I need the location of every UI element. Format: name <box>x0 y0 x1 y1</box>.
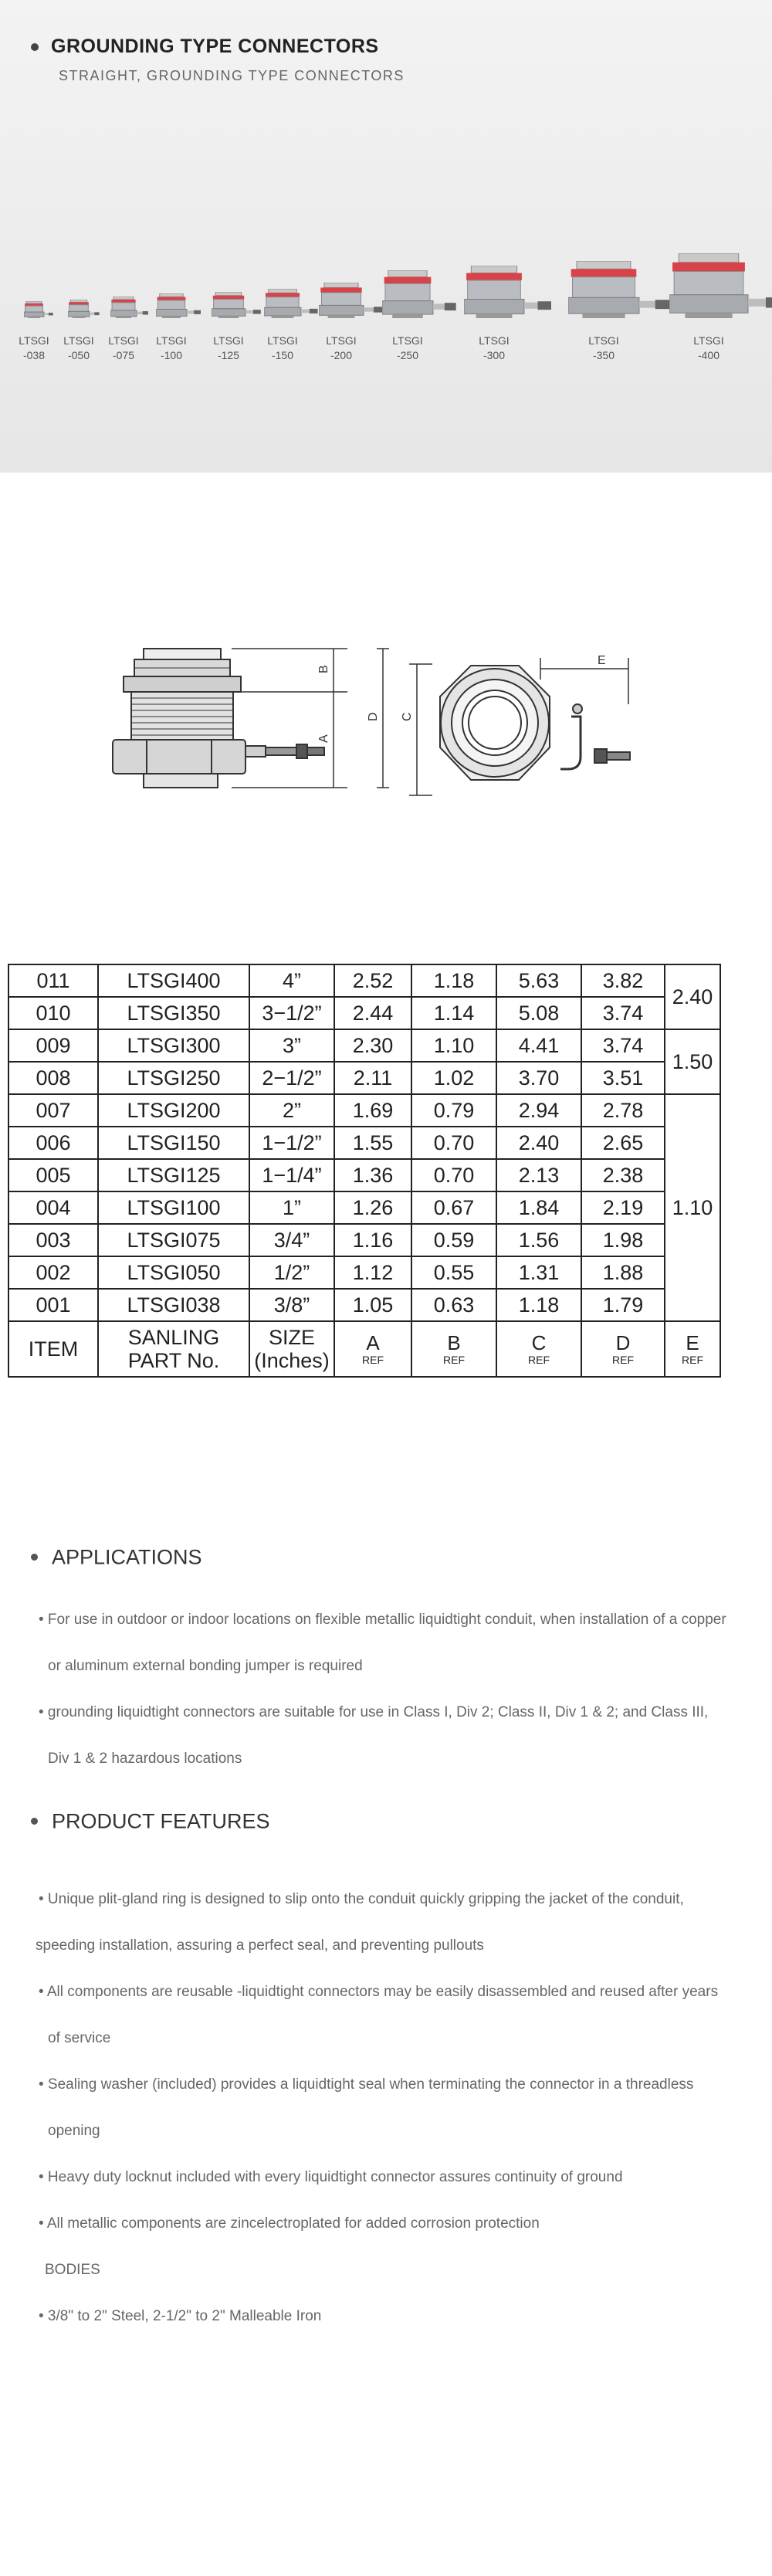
product-image <box>24 301 53 318</box>
product-label <box>674 334 743 363</box>
product-image <box>264 289 318 318</box>
applications-heading <box>31 1544 202 1569</box>
cell-size: 1” <box>249 1191 334 1224</box>
cell-d: 3.82 <box>581 964 665 997</box>
product-label-line2: -200 <box>330 349 353 361</box>
product-label-line2: -038 <box>22 349 46 361</box>
cell-item: 010 <box>8 997 98 1029</box>
cell-size: 2−1/2” <box>249 1062 334 1094</box>
cell-part: LTSGI250 <box>98 1062 249 1094</box>
features-line: speeding installation, assuring a perfect seal, and preventing pullouts <box>36 1937 484 1954</box>
cell-d: 2.38 <box>581 1159 665 1191</box>
cell-b: 1.18 <box>411 964 496 997</box>
header-item <box>8 1321 98 1377</box>
cell-b: 0.59 <box>411 1224 496 1256</box>
cell-c: 1.18 <box>496 1289 581 1321</box>
product-image <box>156 293 201 318</box>
product-image <box>212 292 261 318</box>
cell-c: 4.41 <box>496 1029 581 1062</box>
table-row <box>8 1127 720 1159</box>
product-label-line2: -400 <box>697 349 720 361</box>
bullet-dot-icon <box>31 1554 38 1561</box>
header-e <box>665 1321 720 1377</box>
cell-item: 003 <box>8 1224 98 1256</box>
product-label-line1: LTSGI <box>479 334 510 347</box>
product-image <box>669 253 772 318</box>
hero-title: GROUNDING TYPE CONNECTORS <box>51 36 379 57</box>
cell-a: 1.69 <box>334 1094 411 1127</box>
product-label-line1: LTSGI <box>213 334 244 347</box>
features-heading-text: PRODUCT FEATURES <box>52 1809 270 1833</box>
cell-b: 0.63 <box>411 1289 496 1321</box>
product-label-line1: LTSGI <box>588 334 619 347</box>
cell-c: 1.56 <box>496 1224 581 1256</box>
front-view-drawing <box>440 666 630 780</box>
cell-item: 009 <box>8 1029 98 1062</box>
features-line: • All metallic components are zincelectroplated for added corrosion protection <box>39 2215 540 2232</box>
product-label-line1: LTSGI <box>108 334 139 347</box>
header-part-line2: PART No. <box>127 1349 220 1372</box>
product-image <box>464 266 551 318</box>
features-line: • 3/8" to 2" Steel, 2-1/2" to 2" Malleable Iron <box>39 2308 322 2324</box>
product-label-line2: -300 <box>482 349 506 361</box>
cell-d: 2.19 <box>581 1191 665 1224</box>
table-row <box>8 997 720 1029</box>
product-image <box>319 283 384 318</box>
cell-part: LTSGI400 <box>98 964 249 997</box>
cell-a: 1.55 <box>334 1127 411 1159</box>
header-e-ref: REF <box>682 1354 703 1366</box>
product-label-line2: -075 <box>112 349 135 361</box>
cell-item: 011 <box>8 964 98 997</box>
applications-line: • For use in outdoor or indoor locations on flexible metallic liquidtight conduit, when installation of a copper <box>39 1612 726 1628</box>
cell-part: LTSGI200 <box>98 1094 249 1127</box>
cell-a: 1.26 <box>334 1191 411 1224</box>
cell-b: 1.10 <box>411 1029 496 1062</box>
spec-table <box>8 964 721 1378</box>
header-c-ref: REF <box>528 1354 550 1366</box>
hero-subtitle: STRAIGHT, GROUNDING TYPE CONNECTORS <box>59 68 405 83</box>
table-row <box>8 1191 720 1224</box>
table-row <box>8 1224 720 1256</box>
cell-part: LTSGI125 <box>98 1159 249 1191</box>
cell-item: 005 <box>8 1159 98 1191</box>
table-row <box>8 1289 720 1321</box>
dimension-drawing <box>0 618 772 819</box>
header-size <box>249 1321 334 1377</box>
header-c <box>496 1321 581 1377</box>
product-label-line2: -250 <box>396 349 419 361</box>
cell-c: 2.40 <box>496 1127 581 1159</box>
header-b-ref: REF <box>443 1354 465 1366</box>
header-a-letter: A <box>366 1331 380 1354</box>
connector-drawing-svg <box>0 618 772 819</box>
applications-heading-text: APPLICATIONS <box>52 1545 202 1569</box>
cell-e: 1.10 <box>665 1094 720 1321</box>
features-line: • All components are reusable -liquidtight connectors may be easily disassembled and reused after years <box>39 1984 719 2000</box>
product-label <box>373 334 442 363</box>
bullet-dot-icon <box>31 43 39 51</box>
cell-c: 3.70 <box>496 1062 581 1094</box>
cell-c: 5.08 <box>496 997 581 1029</box>
product-label <box>459 334 529 363</box>
cell-part: LTSGI075 <box>98 1224 249 1256</box>
table-row <box>8 1094 720 1127</box>
cell-item: 002 <box>8 1256 98 1289</box>
dim-label-d: D <box>367 712 380 721</box>
cell-c: 2.94 <box>496 1094 581 1127</box>
table-row <box>8 1062 720 1094</box>
header-part <box>98 1321 249 1377</box>
cell-item: 007 <box>8 1094 98 1127</box>
product-label-line2: -125 <box>217 349 240 361</box>
product-label-line2: -150 <box>271 349 294 361</box>
header-d-letter: D <box>615 1331 631 1354</box>
cell-item: 008 <box>8 1062 98 1094</box>
table-row <box>8 1029 720 1062</box>
cell-b: 0.70 <box>411 1127 496 1159</box>
cell-size: 3/8” <box>249 1289 334 1321</box>
dim-label-c: C <box>401 712 414 721</box>
cell-size: 3/4” <box>249 1224 334 1256</box>
cell-part: LTSGI300 <box>98 1029 249 1062</box>
hero-title-row <box>31 36 379 58</box>
cell-c: 1.31 <box>496 1256 581 1289</box>
dim-label-e: E <box>598 654 606 667</box>
cell-e: 2.40 <box>665 964 720 1029</box>
cell-size: 2” <box>249 1094 334 1127</box>
cell-b: 0.55 <box>411 1256 496 1289</box>
cell-a: 1.05 <box>334 1289 411 1321</box>
cell-d: 3.74 <box>581 997 665 1029</box>
cell-part: LTSGI100 <box>98 1191 249 1224</box>
product-label-line1: LTSGI <box>326 334 357 347</box>
cell-d: 3.51 <box>581 1062 665 1094</box>
table-header-row <box>8 1321 720 1377</box>
product-label <box>306 334 376 363</box>
product-image <box>568 261 671 318</box>
cell-item: 006 <box>8 1127 98 1159</box>
header-c-letter: C <box>531 1331 547 1354</box>
cell-c: 2.13 <box>496 1159 581 1191</box>
cell-c: 1.84 <box>496 1191 581 1224</box>
product-label-line1: LTSGI <box>63 334 94 347</box>
product-label-line1: LTSGI <box>19 334 49 347</box>
bullet-dot-icon <box>31 1818 38 1825</box>
product-label-line1: LTSGI <box>267 334 298 347</box>
spec-table-body <box>8 964 720 1377</box>
side-view-drawing <box>113 649 324 788</box>
product-label <box>569 334 638 363</box>
header-part-line1: SANLING <box>127 1326 220 1349</box>
header-a <box>334 1321 411 1377</box>
applications-line: Div 1 & 2 hazardous locations <box>48 1751 242 1767</box>
header-a-ref: REF <box>362 1354 384 1366</box>
header-size-line2: (Inches) <box>254 1349 330 1372</box>
cell-part: LTSGI150 <box>98 1127 249 1159</box>
features-line: • Sealing washer (included) provides a liquidtight seal when terminating the connector in a threadless <box>39 2076 694 2093</box>
cell-size: 4” <box>249 964 334 997</box>
features-line: of service <box>48 2030 111 2046</box>
cell-part: LTSGI350 <box>98 997 249 1029</box>
dim-label-b: B <box>317 665 330 673</box>
header-d-ref: REF <box>612 1354 634 1366</box>
cell-part: LTSGI038 <box>98 1289 249 1321</box>
cell-d: 1.88 <box>581 1256 665 1289</box>
features-line: • Heavy duty locknut included with every liquidtight connector assures continuity of ground <box>39 2169 623 2185</box>
header-b-letter: B <box>447 1331 461 1354</box>
table-row <box>8 1256 720 1289</box>
features-line: opening <box>48 2123 100 2139</box>
table-row <box>8 964 720 997</box>
cell-c: 5.63 <box>496 964 581 997</box>
product-image <box>110 297 148 318</box>
cell-b: 0.70 <box>411 1159 496 1191</box>
product-label-line2: -350 <box>592 349 615 361</box>
cell-d: 1.98 <box>581 1224 665 1256</box>
features-heading <box>31 1808 270 1833</box>
table-row <box>8 1159 720 1191</box>
cell-b: 1.14 <box>411 997 496 1029</box>
header-b <box>411 1321 496 1377</box>
product-label-line2: -050 <box>67 349 90 361</box>
product-label-line1: LTSGI <box>156 334 187 347</box>
cell-size: 3” <box>249 1029 334 1062</box>
cell-b: 0.67 <box>411 1191 496 1224</box>
header-item-label: ITEM <box>28 1337 79 1361</box>
product-label-line1: LTSGI <box>693 334 724 347</box>
cell-a: 2.11 <box>334 1062 411 1094</box>
cell-b: 1.02 <box>411 1062 496 1094</box>
cell-a: 1.36 <box>334 1159 411 1191</box>
side-dimension-lines <box>232 649 628 795</box>
applications-line: or aluminum external bonding jumper is required <box>48 1658 363 1674</box>
cell-item: 001 <box>8 1289 98 1321</box>
cell-a: 2.44 <box>334 997 411 1029</box>
cell-b: 0.79 <box>411 1094 496 1127</box>
product-image <box>68 300 100 318</box>
cell-size: 1/2” <box>249 1256 334 1289</box>
hero-banner <box>0 0 772 473</box>
cell-size: 3−1/2” <box>249 997 334 1029</box>
features-line: • Unique plit-gland ring is designed to slip onto the conduit quickly gripping the jacket of the conduit, <box>39 1891 684 1907</box>
cell-d: 2.65 <box>581 1127 665 1159</box>
product-image <box>382 270 456 318</box>
cell-a: 1.12 <box>334 1256 411 1289</box>
header-d <box>581 1321 665 1377</box>
cell-size: 1−1/2” <box>249 1127 334 1159</box>
cell-item: 004 <box>8 1191 98 1224</box>
cell-a: 1.16 <box>334 1224 411 1256</box>
cell-a: 2.52 <box>334 964 411 997</box>
dim-label-a: A <box>317 734 330 743</box>
header-size-line1: SIZE <box>268 1326 315 1349</box>
product-label-line1: LTSGI <box>392 334 423 347</box>
features-line: BODIES <box>45 2262 100 2278</box>
cell-d: 1.79 <box>581 1289 665 1321</box>
cell-size: 1−1/4” <box>249 1159 334 1191</box>
product-label-line2: -100 <box>160 349 183 361</box>
cell-a: 2.30 <box>334 1029 411 1062</box>
cell-d: 2.78 <box>581 1094 665 1127</box>
cell-d: 3.74 <box>581 1029 665 1062</box>
cell-part: LTSGI050 <box>98 1256 249 1289</box>
applications-line: • grounding liquidtight connectors are suitable for use in Class I, Div 2; Class II, Div 1 & 2; and Class III, <box>39 1704 709 1720</box>
cell-e: 1.50 <box>665 1029 720 1094</box>
header-e-letter: E <box>686 1331 699 1354</box>
